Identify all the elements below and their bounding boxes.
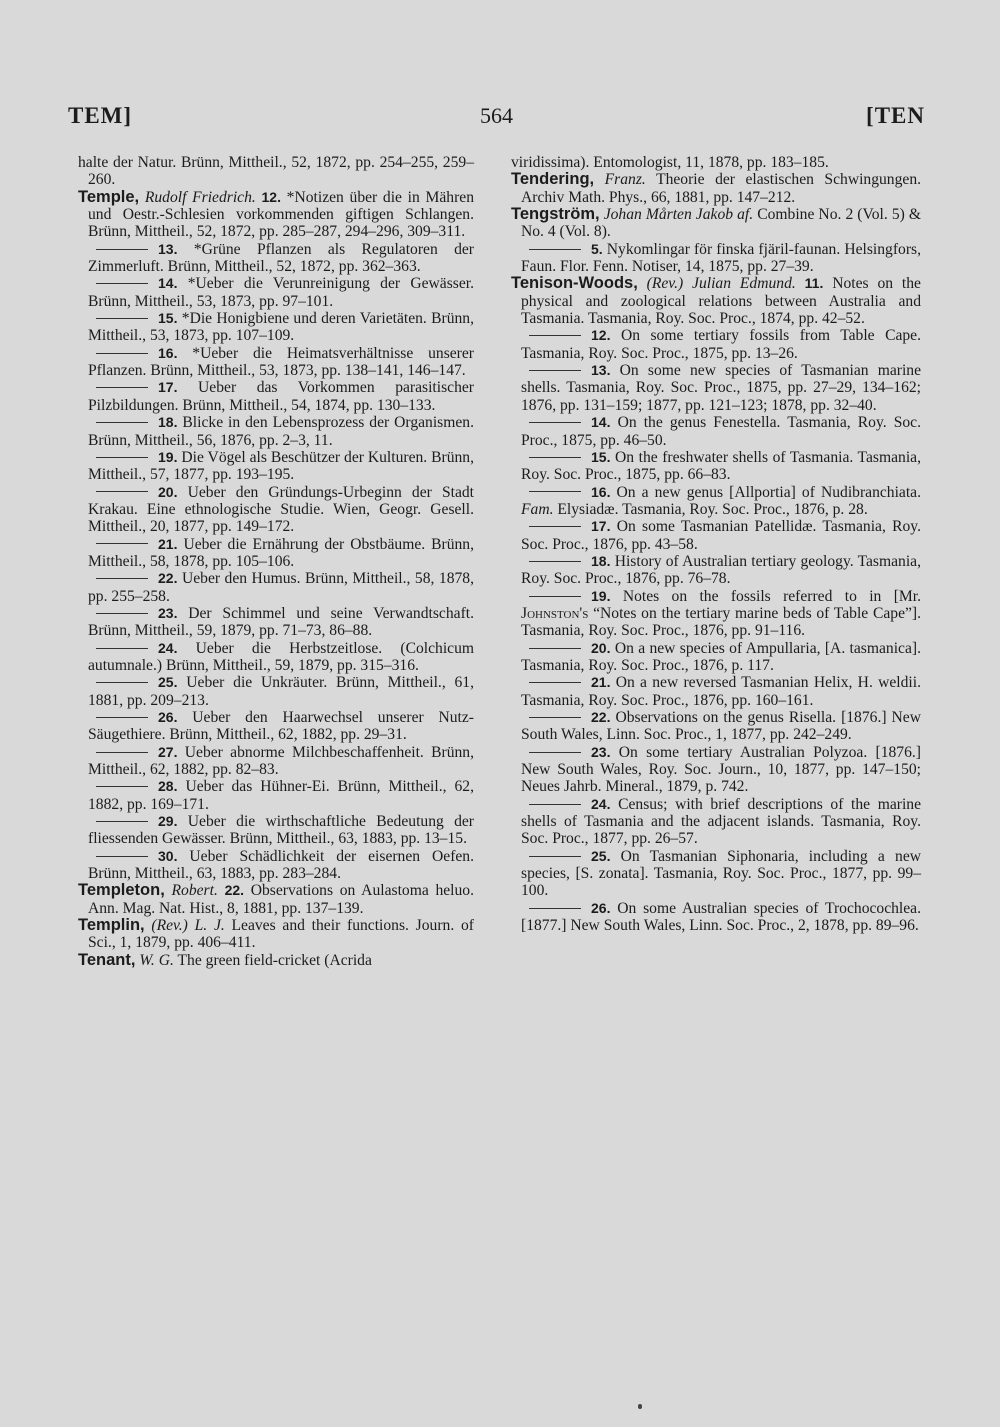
ditto-rule bbox=[96, 856, 148, 857]
ditto-rule bbox=[96, 422, 148, 423]
author-title: (Rev.) bbox=[646, 275, 684, 293]
entry-25: 25. Ueber die Unkräuter. Brünn, Mittheil., 61, 1881, pp. 209–213. bbox=[88, 674, 474, 709]
author-given-name: Johan Mårten Jakob af. bbox=[603, 206, 754, 224]
ditto-rule bbox=[529, 561, 581, 562]
entry-19: 19. Die Vögel als Beschützer der Kulturen. Brünn, Mittheil., 57, 1877, pp. 193–195. bbox=[88, 448, 475, 484]
author-given-name: Julian Edmund. bbox=[692, 275, 796, 293]
entry-templin bbox=[78, 917, 474, 952]
running-head-left: TEM] bbox=[68, 103, 133, 128]
ditto-rule bbox=[529, 648, 581, 649]
entry-15: 15. On the freshwater shells of Tasmania. Tasmania, Roy. Soc. Proc., 1875, pp. 66–83. bbox=[521, 448, 921, 484]
author-name: Templin, bbox=[78, 916, 145, 935]
author-name: Tendering, bbox=[511, 170, 595, 189]
ditto-rule bbox=[529, 804, 581, 805]
entry-29: 29. Ueber die wirthschaftliche Bedeutung der fliessenden Gewässer. Brünn, Mittheil., 63, 1883, pp. 13–15. bbox=[88, 813, 474, 848]
entry-text: Combine No. 2 (Vol. 5) & No. 4 (Vol. 8). bbox=[521, 206, 921, 241]
printer-mark bbox=[638, 1404, 642, 1409]
entry-continuation: halte der Natur. Brünn, Mittheil., 52, 1872, pp. 254–255, 259–260. bbox=[78, 154, 474, 189]
ditto-rule bbox=[529, 370, 581, 371]
entry-tenison-woods bbox=[511, 275, 921, 327]
entry-17: 17. On some Tasmanian Patellidæ. Tasmania, Roy. Soc. Proc., 1876, pp. 43–58. bbox=[521, 518, 921, 553]
entry-text: Notes on the physical and zoological relations between Australia and Tasmania. Tasmania, Roy. Soc. Proc., 1874, pp. 42–52. bbox=[521, 275, 921, 328]
entry-28: 28. Ueber das Hühner-Ei. Brünn, Mittheil., 62, 1882, pp. 169–171. bbox=[88, 778, 474, 813]
ditto-rule bbox=[529, 422, 581, 423]
page-header bbox=[68, 103, 925, 143]
ditto-rule bbox=[529, 491, 581, 492]
entry-text: Leaves and their functions. Journ. of Sci., 1, 1879, pp. 406–411. bbox=[88, 917, 474, 952]
entry-text: Observations on Aulastoma heluo. Ann. Mag. Nat. Hist., 8, 1881, pp. 137–139. bbox=[88, 882, 474, 917]
entry-12: 12. On some tertiary fossils from Table Cape. Tasmania, Roy. Soc. Proc., 1875, pp. 13–26. bbox=[521, 327, 922, 362]
entry-temple bbox=[78, 189, 474, 241]
ditto-rule bbox=[529, 908, 581, 909]
ditto-rule bbox=[529, 249, 581, 250]
ditto-rule bbox=[96, 648, 148, 649]
entry-18: 18. Blicke in den Lebensprozess der Organismen. Brünn, Mittheil., 56, 1876, pp. 2–3, 11. bbox=[88, 414, 474, 449]
ditto-rule bbox=[529, 856, 581, 857]
entry-tenant bbox=[78, 952, 474, 969]
ditto-rule bbox=[529, 335, 581, 336]
entry-14: 14. *Ueber die Verunreinigung der Gewässer. Brünn, Mittheil., 53, 1873, pp. 97–101. bbox=[88, 275, 474, 310]
author-given-name: W. G. bbox=[139, 951, 174, 969]
author-title: (Rev.) bbox=[151, 917, 188, 935]
ditto-rule bbox=[96, 283, 148, 284]
entry-19: 19. Notes on the fossils referred to in [Mr. Johnston's “Notes on the tertiary marine beds of Table Cape”]. Tasmania, Roy. Soc. Proc., 1876, pp. 91–116. bbox=[521, 587, 922, 640]
entry-15: 15. *Die Honigbiene und deren Varietäten. Brünn, Mittheil., 53, 1873, pp. 107–109. bbox=[88, 310, 474, 345]
entry-text: The green field-cricket (Acrida bbox=[177, 951, 372, 969]
author-given-name: Franz. bbox=[604, 171, 646, 189]
ditto-rule bbox=[96, 249, 148, 250]
entry-18: 18. History of Australian tertiary geology. Tasmania, Roy. Soc. Proc., 1876, pp. 76–78. bbox=[521, 552, 921, 588]
entry-26: 26. Ueber den Haarwechsel unserer Nutz-Säugethiere. Brünn, Mittheil., 62, 1882, pp. 29–31. bbox=[88, 709, 474, 744]
entry-16: 16. *Ueber die Heimatsverhältnisse unserer Pflanzen. Brünn, Mittheil., 53, 1873, pp. 138–141, 146–147. bbox=[88, 344, 474, 380]
ditto-rule bbox=[96, 786, 148, 787]
entry-21: 21. On a new reversed Tasmanian Helix, H. weldii. Tasmania, Roy. Soc. Proc., 1876, pp. 160–161. bbox=[521, 674, 921, 709]
ditto-rule bbox=[96, 821, 148, 822]
author-given-name: Robert. bbox=[171, 882, 218, 900]
ditto-rule bbox=[529, 717, 581, 718]
entry-16: 16. On a new genus [Allportia] of Nudibranchiata. Fam. Elysiadæ. Tasmania, Roy. Soc. Proc., 1876, p. 28. bbox=[521, 483, 921, 518]
author-name: Temple, bbox=[78, 187, 140, 206]
ditto-rule bbox=[96, 387, 148, 388]
ditto-rule bbox=[96, 752, 148, 753]
entry-templeton bbox=[78, 882, 474, 917]
entry-number: 12. bbox=[261, 188, 281, 205]
entry-24: 24. Ueber die Herbstzeitlose. (Colchicum autumnale.) Brünn, Mittheil., 59, 1879, pp. 315–316. bbox=[88, 639, 474, 674]
entry-20: 20. On a new species of Ampullaria, [A. tasmanica]. Tasmania, Roy. Soc. Proc., 1876, p. 117. bbox=[521, 639, 921, 674]
entry-tengstrom bbox=[511, 206, 921, 241]
entry-text: *Notizen über die in Mähren und Oestr.-Schlesien vorkommenden giftigen Schlangen. Brünn, Mittheil., 52, 1872, pp. 285–287, 294–296, 309–311. bbox=[88, 188, 474, 241]
ditto-rule bbox=[96, 457, 148, 458]
ditto-rule bbox=[529, 526, 581, 527]
entry-13: 13. *Grüne Pflanzen als Regulatoren der Zimmerluft. Brünn, Mittheil., 52, 1872, pp. 362–363. bbox=[88, 240, 474, 276]
entry-14: 14. On the genus Fenestella. Tasmania, Roy. Soc. Proc., 1875, pp. 46–50. bbox=[521, 414, 921, 449]
ditto-rule bbox=[96, 578, 148, 579]
ditto-rule bbox=[96, 491, 148, 492]
entry-27: 27. Ueber abnorme Milchbeschaffenheit. Brünn, Mittheil., 62, 1882, pp. 82–83. bbox=[88, 743, 474, 779]
entry-text: Theorie der elastischen Schwingungen. Archiv Math. Phys., 66, 1881, pp. 147–212. bbox=[521, 171, 922, 206]
entry-22: 22. Observations on the genus Risella. [1876.] New South Wales, Linn. Soc. Proc., 1, 1877, pp. 242–249. bbox=[521, 709, 921, 744]
entry-23: 23. Der Schimmel und seine Verwandtschaft. Brünn, Mittheil., 59, 1879, pp. 71–73, 86–88. bbox=[88, 604, 474, 640]
author-given-name: Rudolf Friedrich. bbox=[144, 188, 256, 206]
running-head-right: [TEN bbox=[866, 103, 925, 128]
ditto-rule bbox=[96, 717, 148, 718]
author-name: Tenison-Woods, bbox=[511, 274, 638, 293]
entry-25: 25. On Tasmanian Siphonaria, including a new species, [S. zonata]. Tasmania, Roy. Soc. Proc., 1877, pp. 99–100. bbox=[521, 847, 921, 900]
ditto-rule bbox=[96, 353, 148, 354]
author-name: Templeton, bbox=[78, 881, 165, 900]
ditto-rule bbox=[96, 682, 148, 683]
entry-13: 13. On some new species of Tasmanian marine shells. Tasmania, Roy. Soc. Proc., 1875, pp. 27–29, 134–162; 1876, pp. 131–159; 1877, pp. 121–123; 1878, pp. 32–40. bbox=[521, 362, 922, 414]
ditto-rule bbox=[529, 752, 581, 753]
right-column bbox=[511, 154, 921, 934]
entry-tendering bbox=[511, 171, 921, 206]
ditto-rule bbox=[529, 457, 581, 458]
entry-22: 22. Ueber den Humus. Brünn, Mittheil., 58, 1878, pp. 255–258. bbox=[88, 570, 474, 605]
entry-26: 26. On some Australian species of Trochocochlea. [1877.] New South Wales, Linn. Soc. Proc., 2, 1878, pp. 89–96. bbox=[521, 899, 921, 935]
entry-17: 17. Ueber das Vorkommen parasitischer Pilzbildungen. Brünn, Mittheil., 54, 1874, pp. 130–133. bbox=[88, 379, 474, 414]
entry-5: 5. Nykomlingar för finska fjäril-faunan. Helsingfors, Faun. Flor. Fenn. Notiser, 14, 1875, pp. 27–39. bbox=[521, 240, 921, 276]
entry-number: 11. bbox=[804, 275, 824, 292]
entry-number: 22. bbox=[224, 882, 245, 899]
ditto-rule bbox=[529, 682, 581, 683]
ditto-rule bbox=[529, 596, 581, 597]
author-name: Tenant, bbox=[78, 950, 136, 969]
left-column bbox=[78, 154, 474, 969]
entry-23: 23. On some tertiary Australian Polyzoa. [1876.] New South Wales, Roy. Soc. Journ., 10, 1877, pp. 147–150; Neues Jahrb. Mineral., 1879, p. 742. bbox=[521, 743, 921, 796]
ditto-rule bbox=[96, 543, 148, 544]
ditto-rule bbox=[96, 613, 148, 614]
entry-continuation: viridissima). Entomologist, 11, 1878, pp. 183–185. bbox=[511, 154, 829, 171]
page-number: 564 bbox=[480, 103, 513, 128]
entry-21: 21. Ueber die Ernährung der Obstbäume. Brünn, Mittheil., 58, 1878, pp. 105–106. bbox=[88, 535, 475, 570]
entry-20: 20. Ueber den Gründungs-Urbeginn der Stadt Krakau. Eine ethnologische Studie. Wien, Geogr. Gesell. Mittheil., 20, 1877, pp. 149–172. bbox=[88, 483, 475, 536]
author-name: Tengström, bbox=[511, 205, 600, 224]
entry-24: 24. Census; with brief descriptions of the marine shells of Tasmania and the adjacent islands. Tasmania, Roy. Soc. Proc., 1877, pp. 26–57. bbox=[521, 795, 921, 848]
author-given-name: L. J. bbox=[194, 917, 225, 935]
ditto-rule bbox=[96, 318, 148, 319]
entry-30: 30. Ueber Schädlichkeit der eisernen Oefen. Brünn, Mittheil., 63, 1883, pp. 283–284. bbox=[88, 847, 475, 883]
